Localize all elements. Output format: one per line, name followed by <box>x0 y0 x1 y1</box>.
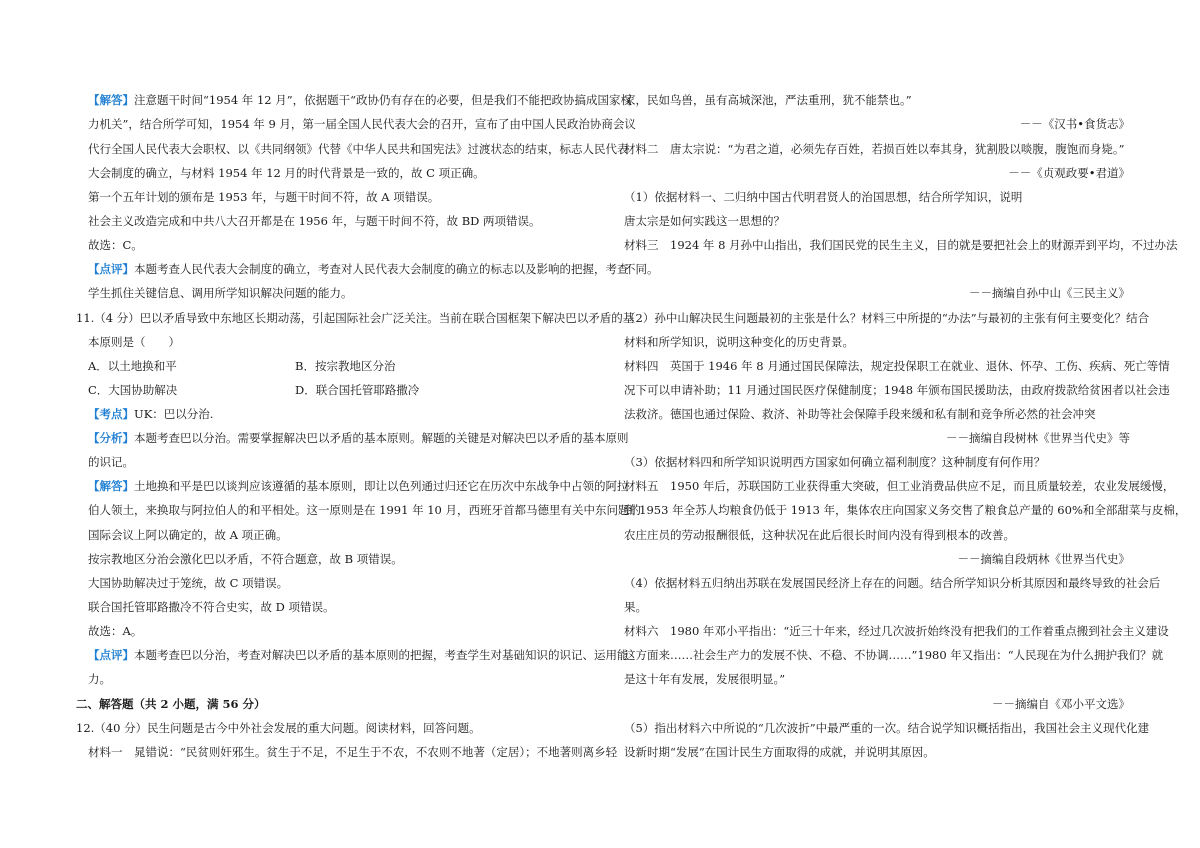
point-paragraph: 【考点】UK：巴以分治. <box>88 407 214 421</box>
answer-tag: 【解答】 <box>88 479 134 493</box>
text-line: 大国协助解决过于笼统，故 C 项错误。 <box>88 576 289 590</box>
answer-choice: 故选：C。 <box>88 238 143 252</box>
sub-question-2: （2）孙中山解决民生问题最初的主张是什么？材料三中所提的“办法”与最初的主张有何主要变化？结合 <box>624 311 1150 325</box>
sub-question-3: （3）依据材料四和所学知识说明西方国家如何确立福利制度？这种制度有何作用？ <box>624 455 1046 469</box>
comment-tag: 【点评】 <box>88 262 134 276</box>
source-citation: －－《汉书•食货志》 <box>1019 117 1130 131</box>
question-12-stem: 12.（40 分）民生问题是古今中外社会发展的重大问题。阅读材料，回答问题。 <box>76 721 481 735</box>
option-a: A．以土地换和平 <box>88 359 177 373</box>
comment-paragraph: 【点评】本题考查巴以分治，考查对解决巴以矛盾的基本原则的把握，考查学生对基础知识的识记、运用能 <box>88 648 629 662</box>
text-line: 国际会议上阿以确定的，故 A 项正确。 <box>88 528 288 542</box>
option-d: D．联合国托管耶路撒冷 <box>295 383 420 397</box>
text-line: 代行全国人民代表大会职权、以《共同纲领》代替《中华人民共和国宪法》过渡状态的结束，标志人民代表 <box>88 142 629 156</box>
material-5: 材料五 1950 年后，苏联国防工业获得重大突破，但工业消费品供应不足，而且质量较差，农业发展缓慢， <box>624 479 1175 493</box>
text-line: 按宗教地区分治会激化巴以矛盾，不符合题意，故 B 项错误。 <box>88 552 403 566</box>
text-line: 伯人领土，来换取与阿拉伯人的和平相处。这一原则是在 1991 年 10 月，西班牙首都马德里有关中东问题的 <box>88 503 642 517</box>
text-line: 农庄庄员的劳动报酬很低，这种状况在此后很长时间内没有得到根本的改善。 <box>624 528 1015 542</box>
material-3: 材料三 1924 年 8 月孙中山指出，我们国民党的民生主义，目的就是要把社会上的财源弄到平均，不过办法 <box>624 238 1178 252</box>
answer-tag: 【解答】 <box>88 93 134 107</box>
material-2: 材料二 唐太宗说：“为君之道，必须先存百姓，若损百姓以奉其身，犹割股以啖腹，腹饱而身毙。” <box>624 142 1125 156</box>
sub-question-5: （5）指出材料六中所说的“几次波折”中最严重的一次。结合说学知识概括指出，我国社会主义现代化建 <box>624 721 1150 735</box>
text-line: 家，民如鸟兽，虽有高城深池，严法重刑，犹不能禁也。” <box>624 93 912 107</box>
analysis-tag: 【分析】 <box>88 431 134 445</box>
text-line: 大会制度的确立，与材料 1954 年 12 月的时代背景是一致的，故 C 项正确。 <box>88 166 485 180</box>
text-line: 法救济。德国也通过保险、救济、补助等社会保障手段来缓和私有制和竞争所必然的社会冲突 <box>624 407 1096 421</box>
text-line: 果。 <box>624 600 647 614</box>
analysis-paragraph: 【分析】本题考查巴以分治。需要掌握解决巴以矛盾的基本原则。解题的关键是对解决巴以矛盾的基本原则 <box>88 431 629 445</box>
source-citation: －－摘编自《邓小平文选》 <box>992 697 1130 711</box>
material-1: 材料一 晁错说：“民贫则奸邪生。贫生于不足，不足生于不农，不农则不地著（定居）；不地著则离乡轻 <box>88 745 618 759</box>
sub-question-4: （4）依据材料五归纳出苏联在发展国民经济上存在的问题。结合所学知识分析其原因和最终导致的社会后 <box>624 576 1161 590</box>
comment-paragraph: 【点评】本题考查人民代表大会制度的确立，考查对人民代表大会制度的确立的标志以及影响的把握，考查 <box>88 262 629 276</box>
text-line: 设新时期“发展”在国计民生方面取得的成就，并说明其原因。 <box>624 745 935 759</box>
source-citation: －－摘编自孙中山《三民主义》 <box>969 286 1130 300</box>
material-4: 材料四 英国于 1946 年 8 月通过国民保障法，规定投保职工在就业、退休、怀孕、工伤、疾病、死亡等情 <box>624 359 1170 373</box>
text-line: 材料和所学知识，说明这种变化的历史背景。 <box>624 335 854 349</box>
answer-choice: 故选：A。 <box>88 624 143 638</box>
text-line: 第一个五年计划的颁布是 1953 年，与题干时间不符，故 A 项错误。 <box>88 190 440 204</box>
material-6: 材料六 1980 年邓小平指出：“近三十年来，经过几次波折始终没有把我们的工作着重点搬到社会主义建设 <box>624 624 1169 638</box>
text-line: 是这十年有发展，发展很明显。” <box>624 672 786 686</box>
source-citation: －－摘编自段炳林《世界当代史》 <box>957 552 1130 566</box>
text-line: 唐太宗是如何实践这一思想的？ <box>624 214 785 228</box>
text-line: 况下可以申请补助；11 月通过国民医疗保健制度；1948 年颁布国民援助法，由政府拨款给贫困者以社会违 <box>624 383 1170 397</box>
text-line: 不同。 <box>624 262 659 276</box>
point-tag: 【考点】 <box>88 407 134 421</box>
option-c: C．大国协助解决 <box>88 383 178 397</box>
comment-tag: 【点评】 <box>88 648 134 662</box>
text-line: 到 1953 年全苏人均粮食仍低于 1913 年，集体农庄向国家义务交售了粮食总产量的 60%和全部甜菜与皮棉， <box>624 503 1187 517</box>
section-heading: 二、解答题（共 2 小题，满 56 分） <box>76 697 266 711</box>
text-line: 力机关”，结合所学可知，1954 年 9 月，第一届全国人民代表大会的召开，宣布了由中国人民政治协商会议 <box>88 117 636 131</box>
text-line: 本原则是（ ） <box>88 335 180 349</box>
sub-question-1: （1）依据材料一、二归纳中国古代明君贤人的治国思想，结合所学知识，说明 <box>624 190 1023 204</box>
text-line: 力。 <box>88 672 111 686</box>
text-line: 社会主义改造完成和中共八大召开都是在 1956 年，与题干时间不符，故 BD 两项错误。 <box>88 214 541 228</box>
text-line: 的识记。 <box>88 455 134 469</box>
answer-paragraph: 【解答】土地换和平是巴以谈判应该遵循的基本原则，即让以色列通过归还它在历次中东战争中占领的阿拉 <box>88 479 629 493</box>
text-line: 这方面来……社会生产力的发展不快、不稳、不协调……”1980 年又指出：“人民现在为什么拥护我们？就 <box>624 648 1164 662</box>
question-11-stem: 11.（4 分）巴以矛盾导致中东地区长期动荡，引起国际社会广泛关注。当前在联合国框架下解决巴以矛盾的基 <box>76 311 635 325</box>
text-line: 学生抓住关键信息、调用所学知识解决问题的能力。 <box>88 286 353 300</box>
option-b: B．按宗教地区分治 <box>295 359 396 373</box>
answer-paragraph: 【解答】注意题干时间“1954 年 12 月”，依据题干“政协仍有存在的必要，但是我们不能把政协搞成国家权 <box>88 93 632 107</box>
text-line: 联合国托管耶路撒冷不符合史实，故 D 项错误。 <box>88 600 335 614</box>
source-citation: －－摘编自段树林《世界当代史》等 <box>946 431 1130 445</box>
source-citation: －－《贞观政要•君道》 <box>1008 166 1130 180</box>
